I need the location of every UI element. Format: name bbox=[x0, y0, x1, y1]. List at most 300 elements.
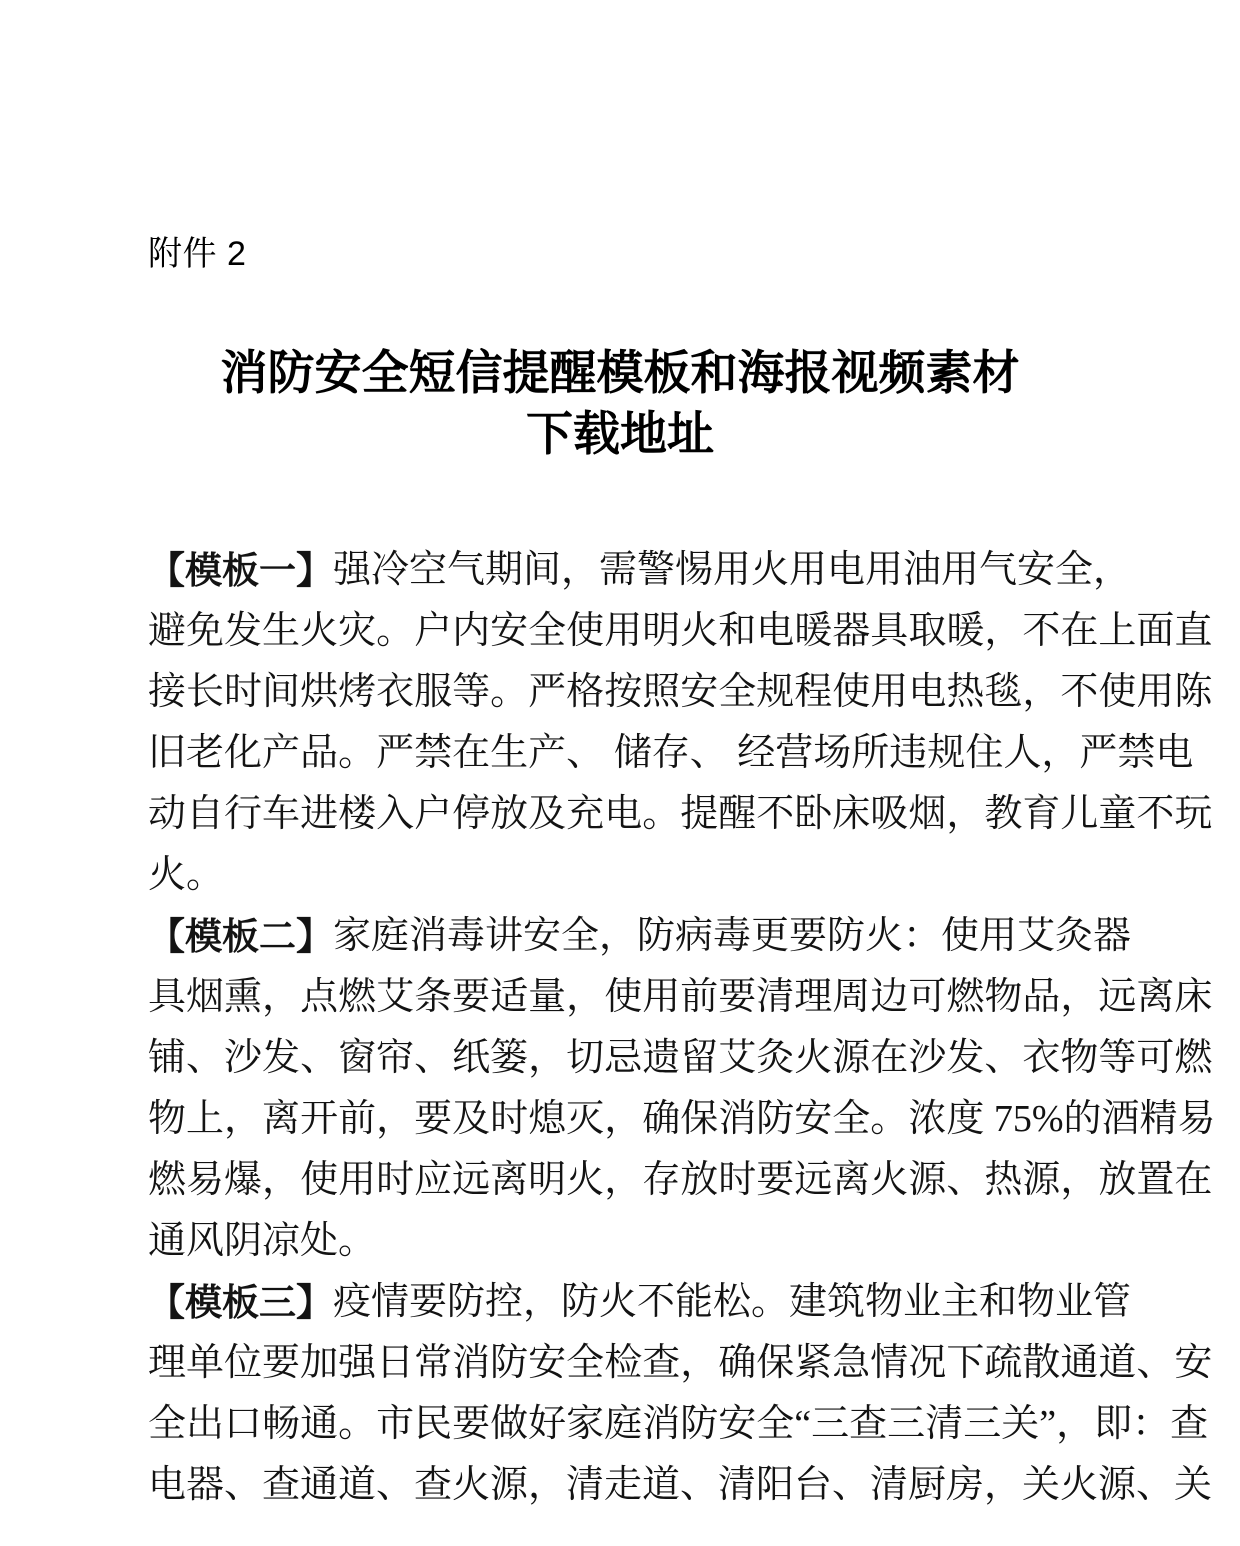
glyph: 使 bbox=[832, 671, 871, 713]
glyph: 户 bbox=[414, 610, 453, 652]
glyph: 离 bbox=[1136, 976, 1175, 1018]
glyph: 违 bbox=[889, 732, 928, 774]
glyph: 遗 bbox=[642, 1037, 681, 1079]
glyph: 在 bbox=[870, 1037, 909, 1079]
glyph: 车 bbox=[262, 793, 301, 835]
glyph: 电 bbox=[604, 793, 643, 835]
glyph: 面 bbox=[1136, 610, 1175, 652]
glyph: 、 bbox=[566, 732, 605, 774]
glyph: 要 bbox=[452, 1403, 491, 1445]
glyph: 保 bbox=[680, 1098, 719, 1140]
glyph: 经 bbox=[737, 732, 776, 774]
paragraph-line bbox=[148, 1089, 1216, 1150]
glyph: 停 bbox=[452, 793, 491, 835]
glyph: 热 bbox=[946, 671, 985, 713]
glyph: 消 bbox=[642, 1403, 681, 1445]
glyph: 化 bbox=[224, 732, 263, 774]
glyph: 消 bbox=[452, 1342, 491, 1384]
glyph: 前 bbox=[680, 976, 719, 1018]
glyph: 安 bbox=[718, 1403, 757, 1445]
glyph: 不 bbox=[756, 793, 795, 835]
glyph: 忌 bbox=[604, 1037, 643, 1079]
glyph: 5 bbox=[1012, 1098, 1032, 1140]
glyph: 查 bbox=[849, 1403, 888, 1445]
glyph: 艾 bbox=[376, 976, 415, 1018]
glyph: 条 bbox=[414, 976, 453, 1018]
glyph: 离 bbox=[832, 1159, 871, 1201]
glyph: 易 bbox=[1177, 1098, 1216, 1140]
glyph: 。 bbox=[338, 1403, 377, 1445]
glyph: 时 bbox=[376, 1159, 415, 1201]
glyph: 品 bbox=[1022, 976, 1061, 1018]
glyph: ， bbox=[262, 976, 301, 1018]
glyph: 远 bbox=[794, 1159, 833, 1201]
paragraph-line bbox=[148, 1028, 1213, 1089]
glyph: 即 bbox=[1094, 1403, 1133, 1445]
glyph: 加 bbox=[300, 1342, 339, 1384]
glyph: ， bbox=[376, 1098, 415, 1140]
glyph: 毯 bbox=[984, 671, 1023, 713]
glyph: 安 bbox=[1174, 1342, 1213, 1384]
glyph: 散 bbox=[1022, 1342, 1061, 1384]
glyph bbox=[984, 1089, 994, 1150]
glyph: 严 bbox=[1079, 732, 1118, 774]
glyph: 熏 bbox=[224, 976, 263, 1018]
glyph: 源 bbox=[908, 1159, 947, 1201]
glyph: 热 bbox=[984, 1159, 1023, 1201]
glyph: 在 bbox=[1060, 610, 1099, 652]
glyph: ， bbox=[984, 610, 1023, 652]
glyph: 自 bbox=[186, 793, 225, 835]
glyph: 民 bbox=[414, 1403, 453, 1445]
paragraph-line-text: 强冷空气期间，需警惕用火用电用油用气安全， bbox=[333, 549, 1132, 591]
glyph: ， bbox=[1056, 1403, 1095, 1445]
glyph: 口 bbox=[224, 1403, 263, 1445]
page-title-line-1: 消防安全短信提醒模板和海报视频素材 bbox=[220, 346, 1020, 399]
glyph: 放 bbox=[1098, 1159, 1137, 1201]
glyph: 火 bbox=[870, 1159, 909, 1201]
glyph: ， bbox=[946, 793, 985, 835]
glyph: 等 bbox=[452, 671, 491, 713]
glyph: 在 bbox=[452, 732, 491, 774]
glyph: ， bbox=[1060, 1159, 1099, 1201]
glyph: 源 bbox=[832, 1037, 871, 1079]
glyph: 急 bbox=[832, 1342, 871, 1384]
paragraph-line bbox=[148, 601, 1213, 662]
glyph: ： bbox=[1132, 1403, 1171, 1445]
glyph: 火 bbox=[566, 1159, 605, 1201]
glyph: 时 bbox=[490, 1098, 529, 1140]
glyph: 免 bbox=[186, 610, 225, 652]
paragraph-template-3 bbox=[148, 1272, 1213, 1516]
glyph: 长 bbox=[186, 671, 225, 713]
glyph: 火 bbox=[300, 610, 339, 652]
glyph: 床 bbox=[832, 793, 871, 835]
paragraph-line bbox=[148, 662, 1213, 723]
glyph: 三 bbox=[963, 1403, 1002, 1445]
paragraph-template-2 bbox=[148, 906, 1216, 1272]
glyph: 产 bbox=[528, 732, 567, 774]
glyph: 燃 bbox=[1174, 1037, 1213, 1079]
glyph: 关 bbox=[1001, 1403, 1040, 1445]
glyph: 进 bbox=[300, 793, 339, 835]
glyph: 。 bbox=[338, 732, 377, 774]
glyph: 。 bbox=[490, 671, 529, 713]
paragraph-line bbox=[148, 1150, 1213, 1211]
glyph: 要 bbox=[718, 976, 757, 1018]
glyph: 明 bbox=[528, 1159, 567, 1201]
glyph: 行 bbox=[224, 793, 263, 835]
glyph: 熄 bbox=[528, 1098, 567, 1140]
glyph: 暖 bbox=[946, 610, 985, 652]
glyph: 防 bbox=[490, 1342, 529, 1384]
glyph: 用 bbox=[870, 671, 909, 713]
glyph: 陈 bbox=[1174, 671, 1213, 713]
glyph: 浓 bbox=[908, 1098, 947, 1140]
glyph: 灾 bbox=[338, 610, 377, 652]
glyph: 火 bbox=[680, 610, 719, 652]
paragraph-line bbox=[148, 540, 1132, 601]
glyph: 烟 bbox=[908, 793, 947, 835]
glyph: 做 bbox=[490, 1403, 529, 1445]
glyph: 理 bbox=[794, 976, 833, 1018]
glyph: 等 bbox=[1098, 1037, 1137, 1079]
glyph: ， bbox=[1022, 671, 1061, 713]
glyph: 清 bbox=[925, 1403, 964, 1445]
page-title-line-2: 下载地址 bbox=[526, 407, 714, 460]
glyph: 要 bbox=[414, 1098, 453, 1140]
glyph: 老 bbox=[186, 732, 225, 774]
glyph: 离 bbox=[490, 1159, 529, 1201]
glyph: 入 bbox=[376, 793, 415, 835]
paragraph-line-text: 家庭消毒讲安全，防病毒更要防火：使用艾灸器 bbox=[333, 915, 1132, 957]
glyph: 提 bbox=[680, 793, 719, 835]
glyph: 儿 bbox=[1060, 793, 1099, 835]
glyph: 庭 bbox=[604, 1403, 643, 1445]
glyph: 烟 bbox=[186, 976, 225, 1018]
glyph: 安 bbox=[528, 1342, 567, 1384]
glyph: 吸 bbox=[870, 793, 909, 835]
paragraph-line bbox=[148, 1272, 1132, 1333]
glyph: 不 bbox=[1060, 671, 1099, 713]
template-marker-3: 【模板三】 bbox=[148, 1282, 333, 1323]
glyph: 边 bbox=[870, 976, 909, 1018]
glyph: 教 bbox=[984, 793, 1023, 835]
glyph: 出 bbox=[186, 1403, 225, 1445]
glyph: 接 bbox=[148, 671, 187, 713]
glyph: 畅 bbox=[262, 1403, 301, 1445]
glyph: ， bbox=[566, 976, 605, 1018]
glyph: ， bbox=[604, 1098, 643, 1140]
template-marker-2: 【模板二】 bbox=[148, 916, 333, 957]
glyph: 、 bbox=[689, 732, 728, 774]
glyph: 适 bbox=[490, 976, 529, 1018]
glyph: 精 bbox=[1139, 1098, 1178, 1140]
paragraph-line bbox=[148, 723, 1194, 784]
glyph: 玩 bbox=[1174, 793, 1213, 835]
glyph: “ bbox=[794, 1403, 812, 1445]
glyph: 严 bbox=[376, 732, 415, 774]
glyph: 产 bbox=[262, 732, 301, 774]
glyph: 理 bbox=[148, 1342, 187, 1384]
glyph: 安 bbox=[490, 610, 529, 652]
glyph: 源 bbox=[1022, 1159, 1061, 1201]
glyph: 开 bbox=[300, 1098, 339, 1140]
glyph: 纸 bbox=[452, 1037, 491, 1079]
glyph: 常 bbox=[414, 1342, 453, 1384]
glyph: 火 bbox=[794, 1037, 833, 1079]
glyph: 强 bbox=[338, 1342, 377, 1384]
glyph: 暖 bbox=[794, 610, 833, 652]
glyph: 况 bbox=[908, 1342, 947, 1384]
glyph: 可 bbox=[1136, 1037, 1175, 1079]
glyph: 物 bbox=[1060, 1037, 1099, 1079]
glyph: 度 bbox=[946, 1098, 985, 1140]
glyph: 灭 bbox=[566, 1098, 605, 1140]
glyph: 确 bbox=[642, 1098, 681, 1140]
glyph: 间 bbox=[262, 671, 301, 713]
glyph: 营 bbox=[775, 732, 814, 774]
glyph: 内 bbox=[452, 610, 491, 652]
glyph: 用 bbox=[642, 976, 681, 1018]
glyph: ， bbox=[224, 1098, 263, 1140]
glyph: 人 bbox=[1003, 732, 1042, 774]
glyph: 动 bbox=[148, 793, 187, 835]
glyph: 紧 bbox=[794, 1342, 833, 1384]
document-body bbox=[148, 540, 1216, 1516]
glyph: 楼 bbox=[338, 793, 377, 835]
glyph: 、 bbox=[946, 1159, 985, 1201]
glyph: 生 bbox=[262, 610, 301, 652]
glyph: 灸 bbox=[756, 1037, 795, 1079]
glyph: 直 bbox=[1174, 610, 1213, 652]
paragraph-line bbox=[148, 1394, 1209, 1455]
glyph: 储 bbox=[613, 732, 652, 774]
glyph: 用 bbox=[1136, 671, 1175, 713]
glyph: 铺 bbox=[148, 1037, 187, 1079]
glyph: 防 bbox=[680, 1403, 719, 1445]
glyph: 不 bbox=[1022, 610, 1061, 652]
glyph: 。 bbox=[376, 610, 415, 652]
attachment-label: 附件 2 bbox=[148, 235, 247, 273]
glyph: ， bbox=[262, 1159, 301, 1201]
glyph: 在 bbox=[1174, 1159, 1213, 1201]
glyph: 充 bbox=[566, 793, 605, 835]
glyph: 烤 bbox=[338, 671, 377, 713]
glyph: 旧 bbox=[148, 732, 187, 774]
glyph: 疏 bbox=[984, 1342, 1023, 1384]
glyph: 点 bbox=[300, 976, 339, 1018]
glyph: 上 bbox=[186, 1098, 225, 1140]
glyph: 用 bbox=[604, 610, 643, 652]
glyph: 规 bbox=[927, 732, 966, 774]
glyph: 规 bbox=[756, 671, 795, 713]
glyph: 、 bbox=[300, 1037, 339, 1079]
paragraph-line bbox=[148, 967, 1213, 1028]
glyph: 存 bbox=[642, 1159, 681, 1201]
glyph: 离 bbox=[262, 1098, 301, 1140]
glyph: 远 bbox=[452, 1159, 491, 1201]
paragraph-line: 电器、查通道、查火源，清走道、清阳台、清厨房，关火源、关 bbox=[148, 1464, 1213, 1506]
glyph: 保 bbox=[756, 1342, 795, 1384]
glyph: 育 bbox=[1022, 793, 1061, 835]
glyph: 户 bbox=[414, 793, 453, 835]
glyph: 程 bbox=[794, 671, 833, 713]
glyph: 发 bbox=[946, 1037, 985, 1079]
glyph: 置 bbox=[1136, 1159, 1175, 1201]
glyph: 查 bbox=[1170, 1403, 1209, 1445]
glyph: % bbox=[1031, 1098, 1064, 1140]
paragraph-template-1 bbox=[148, 540, 1213, 906]
glyph: ， bbox=[680, 1342, 719, 1384]
glyph: 易 bbox=[186, 1159, 225, 1201]
glyph: 品 bbox=[300, 732, 339, 774]
glyph: 严 bbox=[528, 671, 567, 713]
glyph: 、 bbox=[186, 1037, 225, 1079]
glyph: 所 bbox=[851, 732, 890, 774]
glyph: ” bbox=[1039, 1403, 1057, 1445]
glyph: 全 bbox=[756, 1403, 795, 1445]
paragraph-line bbox=[148, 784, 1213, 845]
glyph: 周 bbox=[832, 976, 871, 1018]
glyph: 情 bbox=[870, 1342, 909, 1384]
glyph: 帘 bbox=[376, 1037, 415, 1079]
glyph: 市 bbox=[376, 1403, 415, 1445]
glyph: 防 bbox=[756, 1098, 795, 1140]
glyph: 燃 bbox=[148, 1159, 187, 1201]
glyph: 爆 bbox=[224, 1159, 263, 1201]
template-marker-1: 【模板一】 bbox=[148, 550, 333, 591]
glyph: 时 bbox=[224, 671, 263, 713]
glyph: 明 bbox=[642, 610, 681, 652]
glyph: 住 bbox=[965, 732, 1004, 774]
glyph: ， bbox=[1060, 976, 1099, 1018]
glyph: 燃 bbox=[946, 976, 985, 1018]
glyph: 。 bbox=[870, 1098, 909, 1140]
glyph: 禁 bbox=[1117, 732, 1156, 774]
glyph: 童 bbox=[1098, 793, 1137, 835]
glyph: 服 bbox=[414, 671, 453, 713]
glyph: 远 bbox=[1098, 976, 1137, 1018]
glyph: 使 bbox=[604, 976, 643, 1018]
glyph: 按 bbox=[604, 671, 643, 713]
paragraph-line bbox=[148, 906, 1132, 967]
glyph: 前 bbox=[338, 1098, 377, 1140]
glyph: 要 bbox=[262, 1342, 301, 1384]
glyph: 电 bbox=[756, 610, 795, 652]
glyph: 好 bbox=[528, 1403, 567, 1445]
glyph: 全 bbox=[832, 1098, 871, 1140]
glyph: 使 bbox=[1098, 671, 1137, 713]
glyph: 应 bbox=[414, 1159, 453, 1201]
glyph bbox=[728, 723, 738, 784]
paragraph-line: 通风阴凉处。 bbox=[148, 1220, 377, 1262]
glyph: 要 bbox=[452, 976, 491, 1018]
glyph: 通 bbox=[300, 1403, 339, 1445]
glyph: 电 bbox=[1155, 732, 1194, 774]
glyph: 量 bbox=[528, 976, 567, 1018]
glyph: 沙 bbox=[908, 1037, 947, 1079]
glyph: 燃 bbox=[338, 976, 377, 1018]
glyph: 日 bbox=[376, 1342, 415, 1384]
paragraph-line bbox=[148, 1333, 1213, 1394]
glyph: 器 bbox=[832, 610, 871, 652]
glyph: 放 bbox=[680, 1159, 719, 1201]
glyph: 篓 bbox=[490, 1037, 529, 1079]
glyph: 的 bbox=[1063, 1098, 1102, 1140]
glyph: 沙 bbox=[224, 1037, 263, 1079]
glyph: 全 bbox=[528, 610, 567, 652]
glyph: 、 bbox=[984, 1037, 1023, 1079]
glyph: 使 bbox=[566, 610, 605, 652]
glyph: 单 bbox=[186, 1342, 225, 1384]
glyph: 衣 bbox=[1022, 1037, 1061, 1079]
glyph: 使 bbox=[300, 1159, 339, 1201]
glyph: 家 bbox=[566, 1403, 605, 1445]
glyph: 酒 bbox=[1101, 1098, 1140, 1140]
glyph: 消 bbox=[718, 1098, 757, 1140]
glyph: 电 bbox=[908, 671, 947, 713]
glyph: 全 bbox=[148, 1403, 187, 1445]
glyph: 安 bbox=[680, 671, 719, 713]
glyph: 及 bbox=[528, 793, 567, 835]
glyph: 下 bbox=[946, 1342, 985, 1384]
glyph: ， bbox=[528, 1037, 567, 1079]
glyph: 醒 bbox=[718, 793, 757, 835]
glyph: 具 bbox=[148, 976, 187, 1018]
glyph: 。 bbox=[642, 793, 681, 835]
glyph: 窗 bbox=[338, 1037, 377, 1079]
glyph: 可 bbox=[908, 976, 947, 1018]
glyph: 发 bbox=[224, 610, 263, 652]
glyph: 、 bbox=[414, 1037, 453, 1079]
glyph: 用 bbox=[338, 1159, 377, 1201]
glyph: 留 bbox=[680, 1037, 719, 1079]
glyph: 具 bbox=[870, 610, 909, 652]
glyph: 存 bbox=[651, 732, 690, 774]
glyph: 照 bbox=[642, 671, 681, 713]
glyph: 查 bbox=[642, 1342, 681, 1384]
glyph: 避 bbox=[148, 610, 187, 652]
glyph: 床 bbox=[1174, 976, 1213, 1018]
paragraph-line: 火。 bbox=[148, 854, 225, 896]
glyph: 确 bbox=[718, 1342, 757, 1384]
glyph: 要 bbox=[756, 1159, 795, 1201]
glyph: 全 bbox=[566, 1342, 605, 1384]
glyph: 生 bbox=[490, 732, 529, 774]
glyph: 取 bbox=[908, 610, 947, 652]
glyph: 三 bbox=[887, 1403, 926, 1445]
glyph: 衣 bbox=[376, 671, 415, 713]
glyph: 格 bbox=[566, 671, 605, 713]
glyph: 发 bbox=[262, 1037, 301, 1079]
page-title bbox=[150, 342, 1090, 464]
glyph: 清 bbox=[756, 976, 795, 1018]
glyph: 、 bbox=[1136, 1342, 1175, 1384]
glyph: 物 bbox=[148, 1098, 187, 1140]
glyph: 7 bbox=[993, 1098, 1013, 1140]
glyph: 不 bbox=[1136, 793, 1175, 835]
glyph: 全 bbox=[718, 671, 757, 713]
glyph: 放 bbox=[490, 793, 529, 835]
glyph: 及 bbox=[452, 1098, 491, 1140]
glyph: ， bbox=[1041, 732, 1080, 774]
glyph: 切 bbox=[566, 1037, 605, 1079]
glyph: ， bbox=[604, 1159, 643, 1201]
glyph: 时 bbox=[718, 1159, 757, 1201]
glyph: 通 bbox=[1060, 1342, 1099, 1384]
paragraph-line-text: 疫情要防控，防火不能松。建筑物业主和物业管 bbox=[333, 1281, 1132, 1323]
